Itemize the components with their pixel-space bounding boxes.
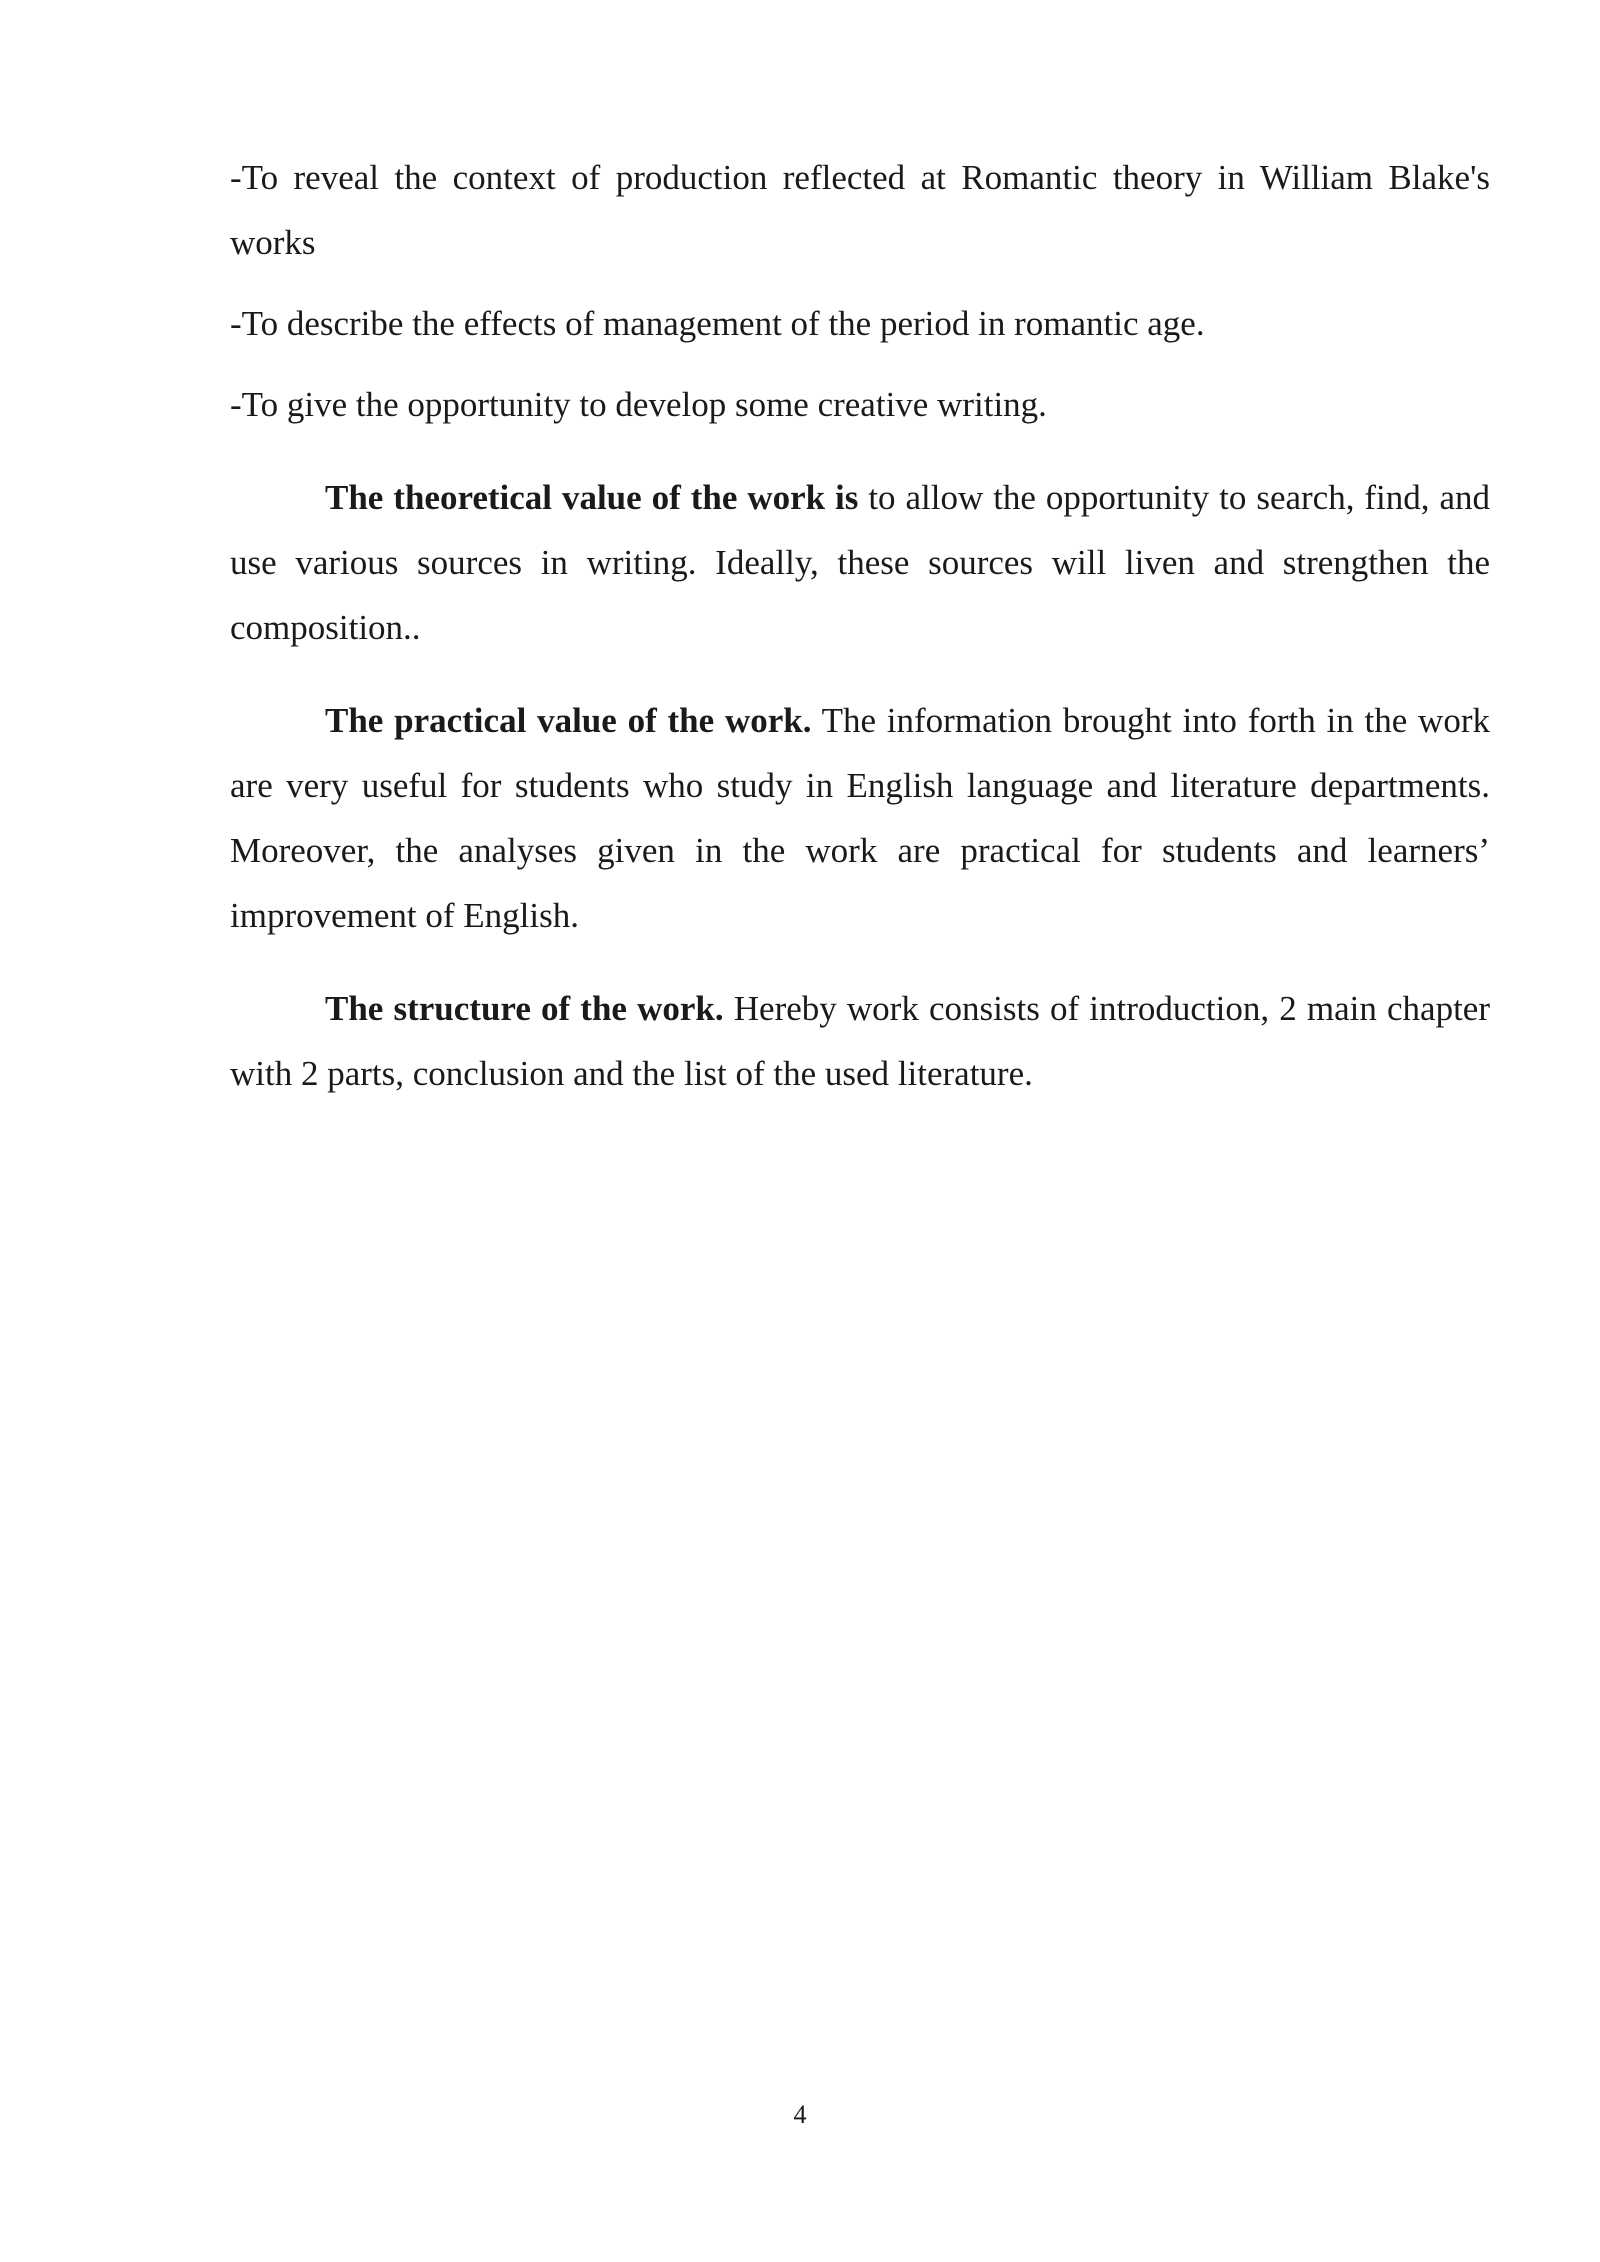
page-content <box>230 145 1490 1106</box>
objective-item: -To describe the effects of management of the period in romantic age. <box>230 304 1205 343</box>
objective-item: -To give the opportunity to develop some creative writing. <box>230 385 1047 424</box>
page-number: 4 <box>793 2100 807 2129</box>
theoretical-value-paragraph <box>230 465 1490 660</box>
section-body: The information brought into forth in the work are very useful for students who study in English language and literature departments. Moreover, the analyses given in the work are practical for students and learners’ improvement of English. <box>230 701 1490 935</box>
section-heading: The structure of the work. <box>325 989 724 1028</box>
section-body: to allow the opportunity to search, find, and use various sources in writing. Ideally, these sources will liven and strengthen the composition.. <box>230 478 1491 647</box>
section-body: Hereby work consists of introduction, 2 main chapter with 2 parts, conclusion and the list of the used literature. <box>230 989 1490 1093</box>
section-heading: The practical value of the work. <box>325 701 812 740</box>
practical-value-paragraph <box>230 688 1490 948</box>
section-heading: The theoretical value of the work is <box>325 478 859 517</box>
objective-item: -To reveal the context of production reflected at Romantic theory in William Blake's works <box>230 158 1490 262</box>
structure-paragraph <box>230 976 1490 1106</box>
